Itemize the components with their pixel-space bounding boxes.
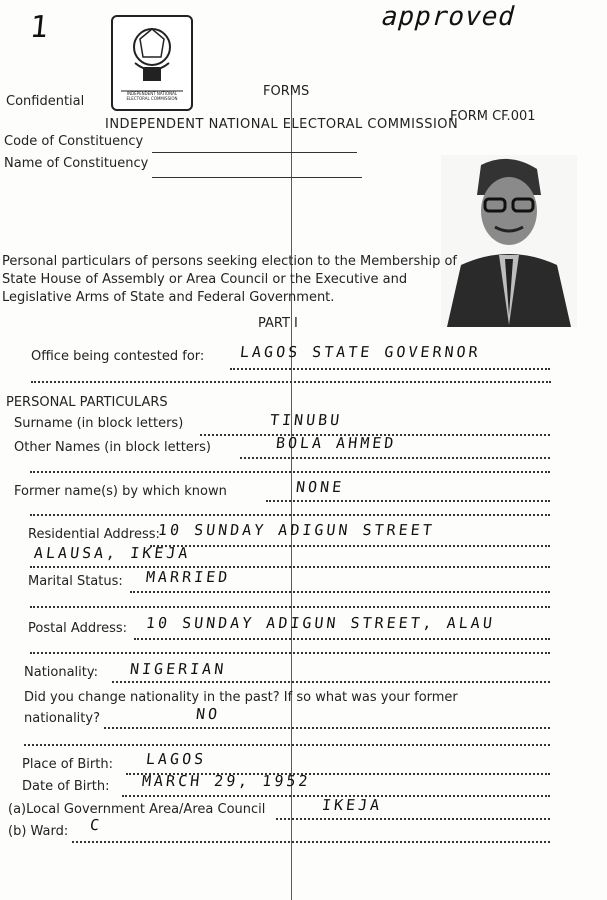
lga-value: IKEJA <box>321 796 384 814</box>
confidential-label: Confidential <box>6 94 85 109</box>
ward-value: C <box>89 816 103 834</box>
residential-address-label: Residential Address: <box>28 527 160 542</box>
former-names-line-2 <box>30 514 550 516</box>
former-names-label: Former name(s) by which known <box>14 484 227 499</box>
postal-address-value: 10 SUNDAY ADIGUN STREET, ALAU <box>145 614 496 632</box>
surname-value: TINUBU <box>269 411 344 429</box>
former-nationality-line-2 <box>24 744 550 746</box>
intro-line-3: Legislative Arms of State and Federal Government. <box>2 290 335 305</box>
residential-address-value-2: ALAUSA, IKEJA <box>33 544 192 562</box>
place-of-birth-label: Place of Birth: <box>22 757 113 772</box>
surname-label: Surname (in block letters) <box>14 416 184 431</box>
personal-particulars-heading: PERSONAL PARTICULARS <box>6 395 168 410</box>
residential-line-2 <box>30 566 550 568</box>
part-heading: PART I <box>258 316 298 331</box>
postal-address-label: Postal Address: <box>28 621 128 636</box>
lga-label: (a)Local Government Area/Area Council <box>8 802 266 817</box>
marital-status-label: Marital Status: <box>28 574 123 589</box>
commission-title: INDEPENDENT NATIONAL ELECTORAL COMMISSION <box>105 117 459 132</box>
former-nationality-value: NO <box>195 705 222 723</box>
marital-line <box>130 591 550 593</box>
forms-title: FORMS <box>263 84 310 99</box>
nationality-line <box>112 681 550 683</box>
residential-line <box>150 545 550 547</box>
other-names-value: BOLA AHMED <box>275 434 398 452</box>
former-names-value: NONE <box>295 478 346 496</box>
intro-line-2: State House of Assembly or Area Council or the Executive and <box>2 272 408 287</box>
date-of-birth-label: Date of Birth: <box>22 779 110 794</box>
logo-caption: INDEPENDENT NATIONAL ELECTORAL COMMISSION <box>126 91 178 101</box>
date-of-birth-value: MARCH 29, 1952 <box>141 772 312 790</box>
portrait-image <box>441 155 577 327</box>
nationality-label: Nationality: <box>24 665 99 680</box>
other-names-label: Other Names (in block letters) <box>14 440 211 455</box>
change-nationality-question: Did you change nationality in the past? If so what was your former <box>24 690 458 705</box>
residential-address-value-1: 10 SUNDAY ADIGUN STREET <box>157 521 436 539</box>
ward-line <box>72 841 550 843</box>
candidate-photo <box>441 155 577 327</box>
office-line <box>230 368 550 370</box>
office-line-2 <box>31 381 551 383</box>
office-label: Office being contested for: <box>31 349 205 364</box>
name-of-constituency-label: Name of Constituency <box>4 156 149 171</box>
approved-annotation: approved <box>378 2 519 32</box>
code-of-constituency-line <box>152 152 357 153</box>
former-nationality-label: nationality? <box>24 711 100 726</box>
former-nationality-line <box>104 727 550 729</box>
postal-line <box>134 638 550 640</box>
name-of-constituency-line <box>152 177 362 178</box>
top-left-mark: 1 <box>28 10 50 45</box>
inec-logo <box>111 15 193 111</box>
code-of-constituency-label: Code of Constituency <box>4 134 144 149</box>
place-of-birth-value: LAGOS <box>145 750 208 768</box>
marital-status-value: MARRIED <box>145 568 232 586</box>
office-value: LAGOS STATE GOVERNOR <box>239 343 482 361</box>
former-names-line <box>266 500 550 502</box>
postal-line-2 <box>30 652 550 654</box>
other-names-line <box>240 457 550 459</box>
marital-line-2 <box>30 606 550 608</box>
form-number: FORM CF.001 <box>450 109 536 124</box>
intro-line-1: Personal particulars of persons seeking election to the Membership of <box>2 254 457 269</box>
lga-line <box>276 818 550 820</box>
nationality-value: NIGERIAN <box>129 660 228 678</box>
other-names-line-2 <box>30 471 550 473</box>
ward-label: (b) Ward: <box>8 824 69 839</box>
